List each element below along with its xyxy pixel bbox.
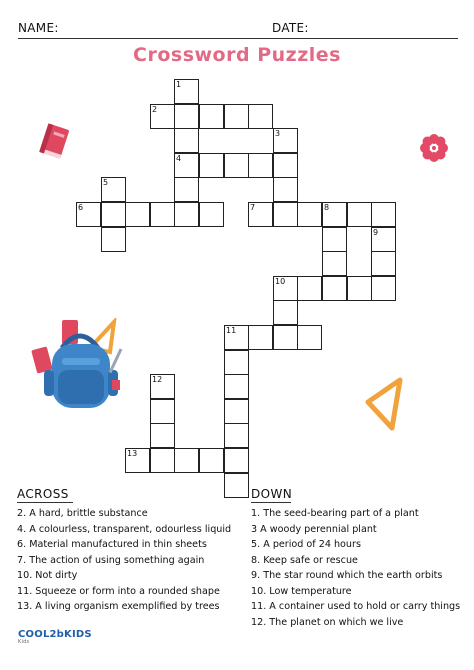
- backpack-icon: [28, 318, 132, 414]
- grid-cell[interactable]: [297, 325, 322, 350]
- clue-item: 13. A living organism exemplified by trees: [17, 601, 220, 612]
- down-rule: [251, 502, 291, 503]
- clue-number: 11: [226, 326, 237, 335]
- clue-number: 13: [127, 449, 138, 458]
- logo-text: COOL2bKIDS: [18, 629, 92, 640]
- clue-number: 2: [152, 105, 158, 114]
- clue-item: 6. Material manufactured in thin sheets: [17, 539, 207, 550]
- grid-cell[interactable]: [273, 177, 298, 202]
- clue-number: 6: [78, 203, 84, 212]
- across-rule: [17, 502, 73, 503]
- grid-cell[interactable]: [322, 276, 347, 301]
- grid-cell[interactable]: [174, 104, 199, 129]
- grid-cell[interactable]: [322, 227, 347, 252]
- grid-cell[interactable]: [199, 202, 224, 227]
- grid-cell[interactable]: [224, 350, 249, 375]
- clue-item: 1. The seed-bearing part of a plant: [251, 508, 419, 519]
- grid-cell[interactable]: [297, 202, 322, 227]
- clue-number: 3: [275, 129, 281, 138]
- grid-cell[interactable]: [199, 104, 224, 129]
- grid-cell[interactable]: [224, 104, 249, 129]
- clue-item: 5. A period of 24 hours: [251, 539, 361, 550]
- site-logo: [18, 629, 92, 645]
- down-heading: DOWN: [251, 487, 293, 501]
- grid-cell[interactable]: [101, 202, 126, 227]
- down-clues: [251, 506, 460, 630]
- grid-cell[interactable]: [150, 448, 175, 473]
- grid-cell[interactable]: [224, 448, 249, 473]
- flower-icon: [419, 133, 449, 163]
- grid-cell[interactable]: [248, 153, 273, 178]
- clue-item: 9. The star round which the earth orbits: [251, 570, 443, 581]
- date-label: DATE:: [272, 21, 309, 35]
- grid-cell[interactable]: [273, 325, 298, 350]
- grid-cell[interactable]: [273, 300, 298, 325]
- grid-cell[interactable]: [224, 423, 249, 448]
- clue-item: 2. A hard, brittle substance: [17, 508, 148, 519]
- clue-item: 10. Low temperature: [251, 585, 352, 597]
- logo-tagline: Kids: [18, 639, 30, 645]
- clue-number: 4: [176, 154, 182, 163]
- page-title: Crossword Puzzles: [133, 44, 341, 66]
- book-icon: [36, 122, 72, 162]
- grid-cell[interactable]: [174, 448, 199, 473]
- clue-number: 10: [275, 277, 286, 286]
- clue-item: 4. A colourless, transparent, odourless liquid: [17, 523, 232, 535]
- grid-cell[interactable]: [224, 473, 249, 498]
- grid-cell[interactable]: [224, 374, 249, 399]
- grid-cell[interactable]: [174, 177, 199, 202]
- clue-item: 8. Keep safe or rescue: [251, 554, 358, 566]
- grid-cell[interactable]: [248, 104, 273, 129]
- clue-number: 9: [373, 228, 379, 237]
- grid-cell[interactable]: [101, 227, 126, 252]
- grid-cell[interactable]: [371, 276, 396, 301]
- grid-cell[interactable]: [199, 448, 224, 473]
- across-clues: [17, 506, 231, 615]
- grid-cell[interactable]: [371, 202, 396, 227]
- clue-number: 7: [250, 203, 256, 212]
- grid-cell[interactable]: [150, 423, 175, 448]
- clue-item: 3 A woody perennial plant: [251, 523, 377, 535]
- grid-cell[interactable]: [224, 399, 249, 424]
- clue-number: 8: [324, 203, 330, 212]
- grid-cell[interactable]: [174, 202, 199, 227]
- grid-cell[interactable]: [297, 276, 322, 301]
- clue-number: 12: [152, 375, 163, 384]
- grid-cell[interactable]: [174, 128, 199, 153]
- grid-cell[interactable]: [224, 153, 249, 178]
- clue-number: 5: [103, 178, 109, 187]
- clue-item: 10. Not dirty: [17, 570, 78, 581]
- grid-cell[interactable]: [322, 251, 347, 276]
- grid-cell[interactable]: [150, 399, 175, 424]
- grid-cell[interactable]: [273, 202, 298, 227]
- grid-cell[interactable]: [199, 153, 224, 178]
- triangle-ruler-icon: [364, 376, 404, 432]
- grid-cell[interactable]: [347, 202, 372, 227]
- grid-cell[interactable]: [273, 153, 298, 178]
- across-heading: ACROSS: [17, 487, 69, 501]
- clue-number: 1: [176, 80, 182, 89]
- clue-item: 12. The planet on which we live: [251, 616, 404, 628]
- clue-item: 11. A container used to hold or carry things: [251, 601, 461, 612]
- name-label: NAME:: [18, 21, 59, 35]
- grid-cell[interactable]: [125, 202, 150, 227]
- grid-cell[interactable]: [371, 251, 396, 276]
- grid-cell[interactable]: [150, 202, 175, 227]
- clue-item: 11. Squeeze or form into a rounded shape: [17, 585, 220, 597]
- clue-item: 7. The action of using something again: [17, 554, 205, 566]
- grid-cell[interactable]: [347, 276, 372, 301]
- grid-cell[interactable]: [248, 325, 273, 350]
